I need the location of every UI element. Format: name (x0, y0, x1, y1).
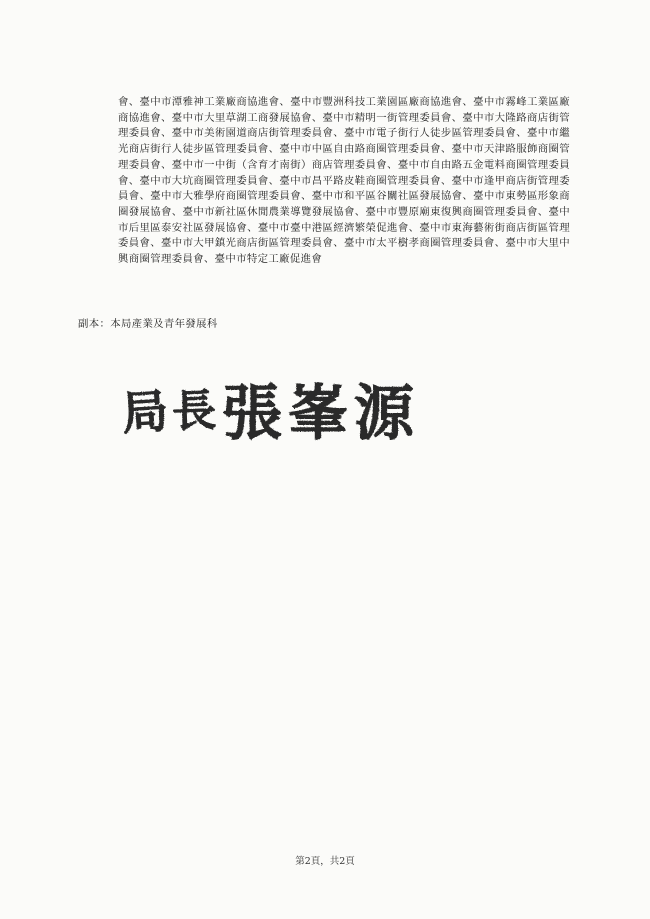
svg-text:峯: 峯 (288, 379, 348, 444)
page-number-footer: 第2頁，共2頁 (295, 856, 355, 867)
recipient-list-text: 會、臺中市潭雅神工業廠商協進會、臺中市豐洲科技工業園區廠商協進會、臺中市霧峰工業區廠商協進會、臺中市大里草湖工商發展協會、臺中市精明一街管理委員會、臺中市大隆路商店街管理委員會、臺中市美術園道商店街管理委員會、臺中市電子街行人徒步區管理委員會、臺中市繼光商店街行人徒步區管理委員會、臺中市中區自由路商圈管理委員會、臺中市天津路服飾商圈管理委員會、臺中市一中街（含育才南街）商店管理委員會、臺中市自由路五金電料商圈管理委員會、臺中市大坑商圈管理委員會、臺中市昌平路皮鞋商圈管理委員會、臺中市逢甲商店街管理委員會、臺中市大雅學府商圈管理委員會、臺中市和平區谷關社區發展協會、臺中市東勢區形象商圈發展協會、臺中市新社區休閒農業導覽發展協會、臺中市豐原廟東復興商圈管理委員會、臺中市后里區泰安社區發展協會、臺中市臺中港區經濟繁榮促進會、臺中市東海藝術街商店街區管理委員會、臺中市大甲鎮光商店街區管理委員會、臺中市太平樹孝商圈管理委員會、臺中市大里中興商圈管理委員會、臺中市特定工廠促進會 (118, 96, 570, 266)
svg-text:長: 長 (171, 385, 217, 438)
svg-text:源: 源 (354, 379, 414, 444)
cc-line: 副本：本局產業及青年發展科 (78, 318, 218, 330)
svg-text:局: 局 (120, 383, 170, 441)
director-signature-stamp (118, 372, 438, 444)
svg-text:張: 張 (222, 379, 282, 444)
